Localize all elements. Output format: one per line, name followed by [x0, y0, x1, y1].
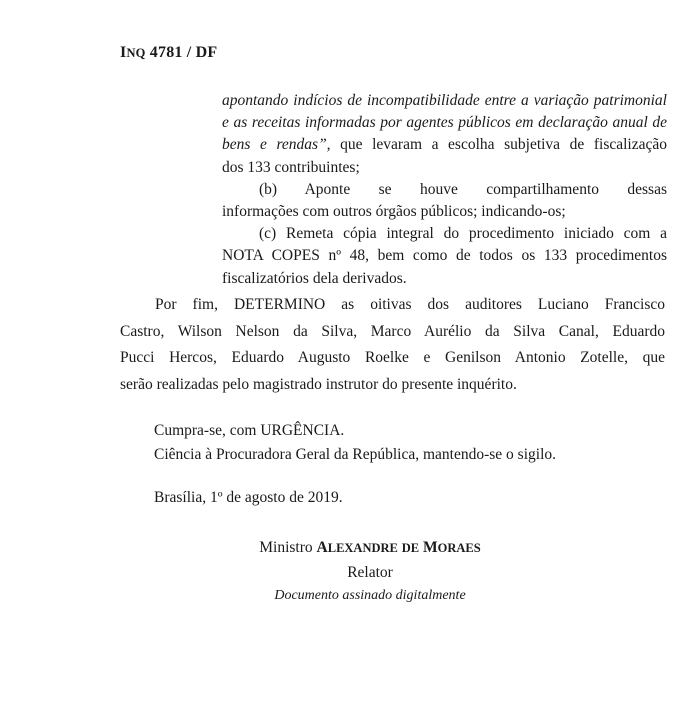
digital-signature-note: Documento assinado digitalmente — [274, 588, 466, 603]
item-c-line: fiscalizatórios dela derivados. — [222, 269, 407, 287]
block-line — [222, 134, 667, 156]
signer-name-initial: A — [316, 539, 328, 556]
signer-surname-initial: M — [423, 539, 438, 556]
signer-line — [180, 536, 560, 561]
signer-name-particle: DE — [401, 541, 420, 555]
signer-role: Relator — [347, 563, 393, 581]
document-header — [120, 44, 217, 62]
place-date: Brasília, 1º de agosto de 2019. — [154, 489, 343, 506]
header-initial: I — [120, 44, 127, 61]
item-c-line: NOTA COPES nº 48, bem como de todos os 133 procedimentos — [222, 247, 667, 265]
paragraph-line: Pucci Hercos, Eduardo Augusto Roelke e Genilson Antonio Zotelle, que — [120, 349, 665, 366]
block-line: dos 133 contribuintes; — [222, 158, 360, 176]
item-c-line: (c) Remeta cópia integral do procedimento iniciado com a — [259, 225, 667, 243]
signer-surname-rest: ORAES — [437, 541, 481, 555]
closing-lines — [154, 419, 556, 467]
urgency-line: Cumpra-se, com URGÊNCIA. — [154, 422, 345, 439]
header-small-caps: NQ — [126, 46, 146, 60]
signer-title: Ministro — [259, 539, 317, 556]
block-line: e as receitas informadas por agentes públicos em declaração anual de — [222, 114, 667, 132]
header-case-number: 4781 / DF — [149, 44, 218, 61]
determination-paragraph — [120, 292, 665, 398]
quoted-request-block — [222, 90, 667, 290]
paragraph-line: Castro, Wilson Nelson da Silva, Marco Aurélio da Silva Canal, Eduardo — [120, 322, 665, 340]
block-text-fragment: que levaram a escolha subjetiva de fiscalização — [330, 136, 667, 154]
signature-block — [180, 536, 560, 608]
block-italic-fragment: bens e rendas”, — [222, 136, 331, 154]
paragraph-line: serão realizadas pelo magistrado instrutor do presente inquérito. — [120, 375, 517, 393]
item-b-line: (b) Aponte se houve compartilhamento dessas — [259, 180, 667, 198]
block-line: apontando indícios de incompatibilidade entre a variação patrimonial — [222, 92, 667, 109]
paragraph-line: Por fim, DETERMINO as oitivas dos auditores Luciano Francisco — [155, 296, 665, 313]
signer-name-rest: LEXANDRE — [327, 541, 398, 555]
notice-line: Ciência à Procuradora Geral da República, mantendo-se o sigilo. — [154, 446, 557, 463]
item-b-line: informações com outros órgãos públicos; indicando-os; — [222, 203, 566, 221]
